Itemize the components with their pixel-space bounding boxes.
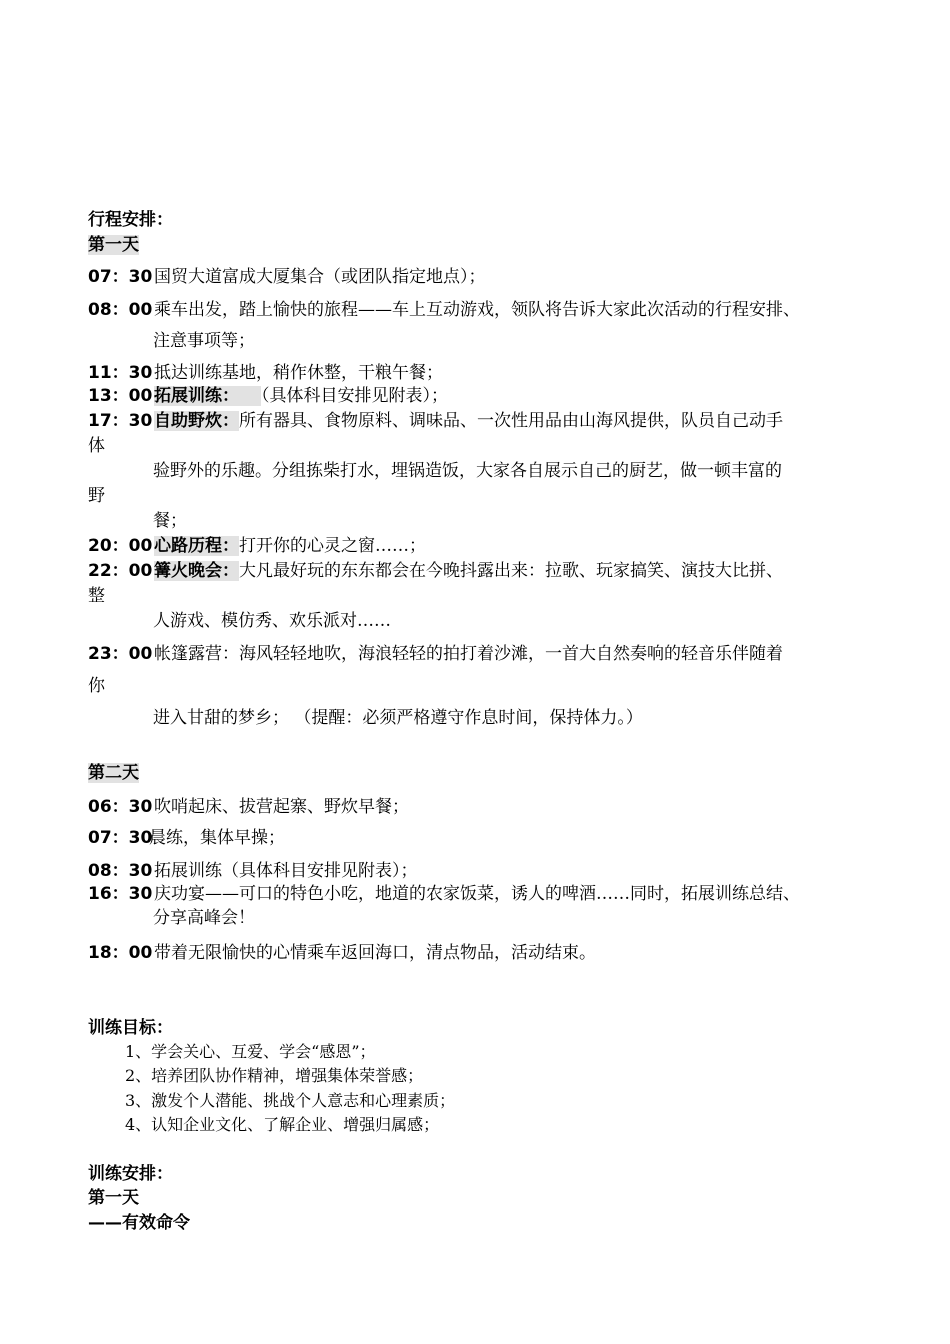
row-time: 16：30 — [88, 884, 153, 904]
row-time: 06：30 — [88, 797, 153, 817]
row-text: 大凡最好玩的东东都会在今晚抖露出来：拉歌、玩家搞笑、演技大比拼、 — [239, 561, 783, 581]
day2-heading — [88, 762, 139, 784]
goal-item: 4、认知企业文化、了解企业、增强归属感； — [125, 1115, 440, 1134]
row-keyword: 拓展训练： — [154, 386, 261, 406]
day1-heading-text: 第一天 — [88, 235, 139, 255]
row-keyword: 自助野炊： — [154, 411, 239, 431]
row-wrap: 野 — [88, 486, 105, 506]
schedule-row — [88, 535, 426, 557]
row-time: 18：00 — [88, 943, 153, 963]
row-wrap: 整 — [88, 586, 105, 606]
row-text: 晨练，集体早操； — [149, 828, 285, 848]
training-item: ——有效命令 — [88, 1213, 190, 1233]
schedule-row — [88, 560, 783, 582]
row-text: 所有器具、食物原料、调味品、一次性用品由山海风提供，队员自己动手 — [239, 411, 783, 431]
schedule-row — [88, 860, 418, 882]
row-time: 23：00 — [88, 644, 153, 664]
row-text: 抵达训练基地，稍作休整，干粮午餐； — [154, 363, 443, 383]
row-text: （具体科目安排见附表）； — [261, 386, 448, 406]
row-wrap: 体 — [88, 436, 105, 456]
schedule-row — [88, 385, 448, 407]
row-continuation: 餐； — [153, 511, 187, 531]
row-text: 打开你的心灵之窗……； — [239, 536, 426, 556]
training-day1: 第一天 — [88, 1188, 139, 1208]
row-text: 带着无限愉快的心情乘车返回海口，清点物品，活动结束。 — [154, 943, 596, 963]
row-time: 07：30 — [88, 828, 153, 848]
goal-item: 1、学会关心、互爱、学会“感恩”； — [125, 1042, 376, 1061]
row-time: 11：30 — [88, 363, 153, 383]
row-keyword: 心路历程： — [154, 536, 239, 556]
row-time: 13：00 — [88, 386, 153, 406]
day1-heading — [88, 234, 139, 256]
row-continuation: 人游戏、模仿秀、欢乐派对…… — [153, 611, 391, 631]
schedule-row — [88, 883, 800, 905]
row-continuation: 分享高峰会！ — [153, 908, 255, 928]
row-text: 帐篷露营：海风轻轻地吹，海浪轻轻的拍打着沙滩，一首大自然奏响的轻音乐伴随着 — [154, 644, 783, 664]
schedule-row — [88, 410, 783, 432]
row-time: 08：00 — [88, 300, 153, 320]
row-text: 国贸大道富成大厦集合（或团队指定地点）； — [154, 267, 486, 287]
row-wrap: 你 — [88, 676, 105, 696]
goal-item: 2、培养团队协作精神，增强集体荣誉感； — [125, 1066, 424, 1085]
schedule-row — [88, 942, 596, 964]
schedule-row — [88, 827, 285, 849]
row-text: 吹哨起床、拔营起寨、野炊早餐； — [154, 797, 409, 817]
goals-heading: 训练目标： — [88, 1018, 173, 1038]
row-text: 拓展训练（具体科目安排见附表）； — [154, 861, 418, 881]
schedule-row — [88, 643, 783, 665]
row-time: 08：30 — [88, 861, 153, 881]
goal-item: 3、激发个人潜能、挑战个人意志和心理素质； — [125, 1091, 456, 1110]
schedule-row — [88, 266, 486, 288]
row-time: 07：30 — [88, 267, 153, 287]
row-text: 乘车出发，踏上愉快的旅程——车上互动游戏，领队将告诉大家此次活动的行程安排、 — [154, 300, 800, 320]
row-continuation: 验野外的乐趣。分组拣柴打水，埋锅造饭，大家各自展示自己的厨艺，做一顿丰富的 — [153, 461, 782, 481]
row-continuation: 进入甘甜的梦乡； （提醒：必须严格遵守作息时间，保持体力。） — [153, 708, 643, 728]
itinerary-heading: 行程安排： — [88, 210, 173, 230]
training-heading: 训练安排： — [88, 1164, 173, 1184]
row-keyword: 篝火晚会： — [154, 561, 239, 581]
row-text: 庆功宴——可口的特色小吃，地道的农家饭菜，诱人的啤酒……同时，拓展训练总结、 — [154, 884, 800, 904]
row-time: 17：30 — [88, 411, 153, 431]
row-continuation: 注意事项等； — [153, 331, 255, 351]
day2-heading-text: 第二天 — [88, 763, 139, 783]
schedule-row — [88, 299, 800, 321]
schedule-row — [88, 796, 409, 818]
row-time: 20：00 — [88, 536, 153, 556]
row-time: 22：00 — [88, 561, 153, 581]
schedule-row — [88, 362, 443, 384]
